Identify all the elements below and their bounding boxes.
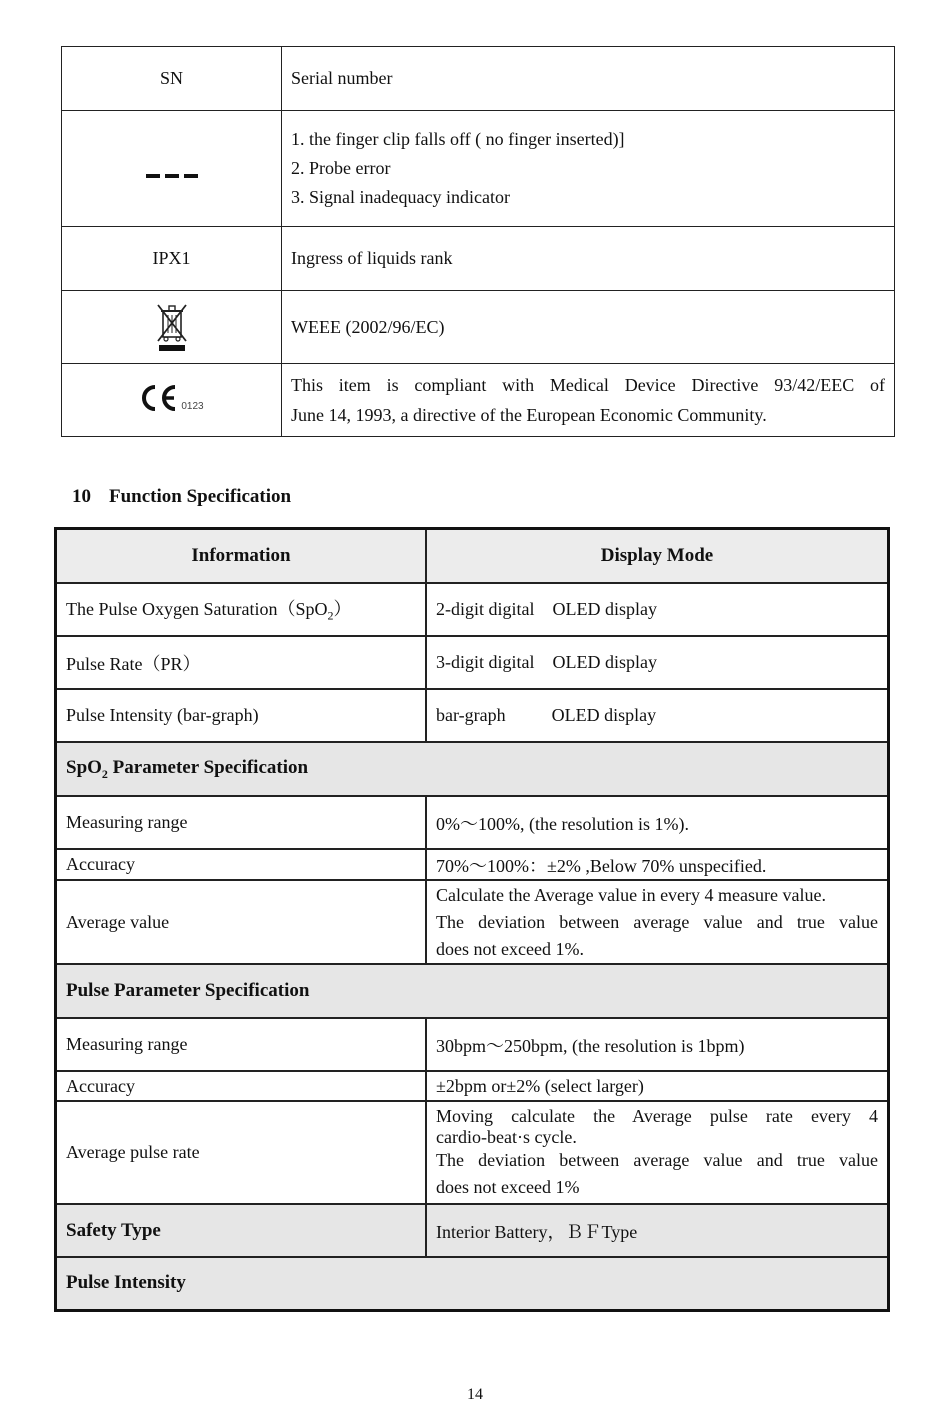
symbol-row (62, 291, 895, 364)
symbol-cell: SN (62, 47, 282, 111)
row-value (426, 1101, 889, 1204)
row-label: Measuring range (56, 1018, 427, 1071)
symbol-description (282, 111, 895, 227)
ce-mark-icon (139, 384, 203, 412)
value-line: The deviation between average value and true value (436, 1149, 878, 1170)
symbol-description: Serial number (282, 47, 895, 111)
section-number: 10 (72, 486, 91, 507)
column-header: Information (56, 529, 427, 584)
description-line: 3. Signal inadequacy indicator (291, 187, 510, 207)
row-value: 70%～100%：±2% ,Below 70% unspecified. (426, 849, 889, 880)
table-row (56, 1018, 889, 1071)
row-label: Average pulse rate (56, 1101, 427, 1204)
symbol-cell (62, 111, 282, 227)
value-line: does not exceed 1% (436, 1176, 580, 1197)
row-value: 2-digit digital OLED display (426, 583, 889, 636)
table-row (56, 849, 889, 880)
table-row (56, 880, 889, 964)
table-row (56, 796, 889, 849)
section-row (56, 964, 889, 1018)
symbol-row (62, 364, 895, 437)
row-label: Pulse Intensity (bar-graph) (56, 689, 427, 742)
symbol-cell (62, 291, 282, 364)
spo2-section-title: SpO$_2$ Parameter Specification (56, 742, 889, 796)
pulse-intensity-label: Pulse Intensity (56, 1257, 889, 1310)
value-line: Moving calculate the Average pulse rate every 4 (436, 1105, 878, 1126)
description-line: 2. Probe error (291, 158, 391, 178)
ce-number: 0123 (181, 400, 204, 412)
column-header: Display Mode (426, 529, 889, 584)
section-heading (72, 486, 291, 508)
symbol-cell: IPX1 (62, 227, 282, 291)
section-row (56, 742, 889, 796)
symbol-description: WEEE (2002/96/EC) (282, 291, 895, 364)
symbol-row (62, 227, 895, 291)
table-row (56, 1071, 889, 1101)
row-label: Accuracy (56, 849, 427, 880)
dashes-icon (62, 174, 281, 178)
section-row (56, 1257, 889, 1310)
row-label: The Pulse Oxygen Saturation（SpO$_2$） (56, 583, 427, 636)
table-row (56, 636, 889, 689)
table-row (56, 1204, 889, 1257)
pulse-section-title: Pulse Parameter Specification (56, 964, 889, 1018)
description-line: This item is compliant with Medical Device Directive 93/42/EEC of (291, 375, 885, 395)
table-row (56, 583, 889, 636)
symbol-row (62, 47, 895, 111)
description-line: 1. the finger clip falls off ( no finger inserted)] (291, 129, 625, 149)
value-line: The deviation between average value and true value (436, 911, 878, 932)
section-title: Function Specification (109, 486, 292, 507)
row-label: Pulse Rate（PR） (56, 636, 427, 689)
row-label: Average value (56, 880, 427, 964)
safety-type-value: Interior Battery，ＢＦType (426, 1204, 889, 1257)
table-header-row (56, 529, 889, 584)
safety-type-label: Safety Type (56, 1204, 427, 1257)
row-value: bar-graph OLED display (426, 689, 889, 742)
symbol-row (62, 111, 895, 227)
symbol-table (61, 46, 895, 437)
symbol-description: Ingress of liquids rank (282, 227, 895, 291)
row-label: Measuring range (56, 796, 427, 849)
row-value: 3-digit digital OLED display (426, 636, 889, 689)
table-row (56, 689, 889, 742)
value-line: cardio-beat·s cycle. (436, 1126, 577, 1147)
row-value (426, 880, 889, 964)
symbol-cell (62, 364, 282, 437)
function-spec-table (54, 527, 890, 1312)
row-value: 0%～100%, (the resolution is 1%). (426, 796, 889, 849)
row-value: 30bpm～250bpm, (the resolution is 1bpm) (426, 1018, 889, 1071)
row-label: Accuracy (56, 1071, 427, 1101)
value-line: does not exceed 1%. (436, 938, 584, 959)
weee-bin-icon (155, 301, 189, 353)
table-row (56, 1101, 889, 1204)
row-value: ±2bpm or±2% (select larger) (426, 1071, 889, 1101)
description-line: June 14, 1993, a directive of the European Economic Community. (291, 405, 767, 425)
page-number: 14 (467, 1386, 483, 1403)
value-line: Calculate the Average value in every 4 measure value. (436, 884, 826, 905)
symbol-description (282, 364, 895, 437)
